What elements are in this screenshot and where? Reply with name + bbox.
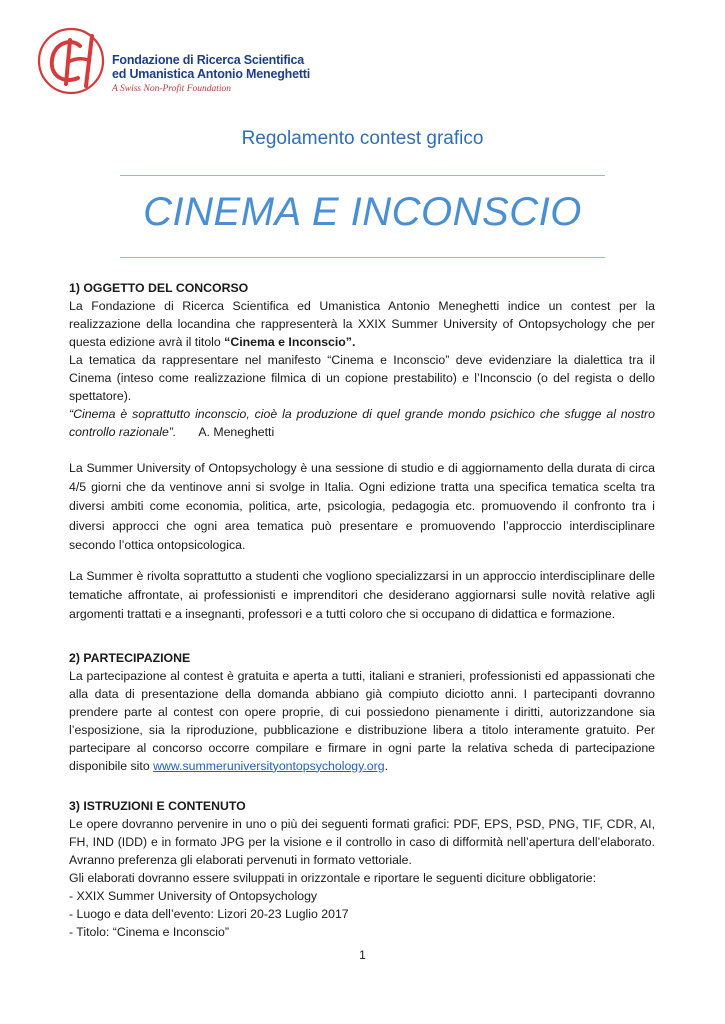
document-subtitle: Regolamento contest grafico <box>241 128 484 149</box>
section-1-paragraph-1-text: La Fondazione di Ricerca Scientifica ed Umanistica Antonio Meneghetti indice un contest per la realizzazione della locandina che rappresenterà la XXIX Summer University of Ontopsychology che per questa edizione avrà il titolo <box>69 299 655 349</box>
contest-title-bold: “Cinema e Inconscio”. <box>224 335 356 349</box>
foundation-tagline: A Swiss Non-Profit Foundation <box>112 83 232 94</box>
section-3-heading: 3) ISTRUZIONI E CONTENUTO <box>69 798 246 813</box>
document-title: CINEMA E INCONSCIO <box>143 190 582 234</box>
foundation-name <box>112 54 310 94</box>
section-1-paragraph-3: La Summer University of Ontopsychology è una sessione di studio e di aggiornamento della durata di circa 4/5 giorni che da ventinove anni si svolge in Italia. Ogni edizione tratta una specifica tematica scelta tra diversi ambiti come economia, politica, arte, psicologia, pedagogia etc. promuovendo il confronto tra i diversi approcci che ogni area tematica può presentare e promuovendo l’approccio interdisciplinare secondo l’ottica ontopsicologica. <box>69 461 655 552</box>
section-1-paragraph-4: La Summer è rivolta soprattutto a studenti che vogliono specializzarsi in un approccio interdisciplinare delle tematiche affrontate, ai professionisti e imprenditori che desiderano aggiornarsi sulle novità relative agli argomenti trattati e a insegnanti, professori e a tutti coloro che si occupano di didattica e formazione. <box>69 569 655 622</box>
section-3-paragraph-1: Le opere dovranno pervenire in uno o più dei seguenti formati grafici: PDF, EPS, PSD, PNG, TIF, CDR, AI, FH, IND (IDD) e in formato JPG per la visione e il controllo in caso di difformità nell’apertura dell’elaborato. Avranno preferenza gli elaborati pervenuti in formato vettoriale. <box>69 816 655 867</box>
list-item: - XXIX Summer University of Ontopsychology <box>69 888 318 903</box>
ch-monogram-logo-icon <box>36 26 106 96</box>
quote-author: A. Meneghetti <box>198 425 275 439</box>
section-1-paragraph-2: La tematica da rappresentare nel manifesto “Cinema e Inconscio” deve evidenziare la dialettica tra il Cinema (inteso come realizzazione filmica di un copione prestabilito) e l’Inconscio (o del regista o dello spettatore). <box>69 353 655 403</box>
foundation-name-line-1: Fondazione di Ricerca Scientifica <box>112 53 305 67</box>
section-2-link-period: . <box>384 758 388 773</box>
meneghetti-quote <box>69 405 655 441</box>
section-1-paragraph-1 <box>69 297 655 351</box>
page-number: 1 <box>359 948 366 962</box>
list-item: - Luogo e data dell’evento: Lizori 20-23 Luglio 2017 <box>69 906 349 921</box>
foundation-name-line-2: ed Umanistica Antonio Meneghetti <box>112 66 311 81</box>
quote-text: “Cinema è soprattutto inconscio, cioè la produzione di quel grande mondo psichico che sfugge al nostro controllo razionale”. <box>69 407 655 439</box>
divider-bottom <box>120 257 605 258</box>
summer-university-link[interactable]: www.summeruniversityontopsychology.org <box>153 758 385 773</box>
section-2-paragraph-1-text: La partecipazione al contest è gratuita e aperta a tutti, italiani e stranieri, professionisti ed appassionati che alla data di presentazione della domanda abbiano già compiuto diciotto anni. I partecipanti dovranno prendere parte al contest con opere proprie, di cui possiedono pienamente i diritti, autorizzandone sia l’esposizione, sia la riproduzione, pubblicazione e distribuzione libera a titolo interamente gratuito. Per partecipare al concorso occorre compilare e firmare in ogni parte la relativa scheda di partecipazione disponibile sito <box>69 668 655 773</box>
section-2-heading: 2) PARTECIPAZIONE <box>69 650 191 665</box>
section-1-heading: 1) OGGETTO DEL CONCORSO <box>69 281 249 295</box>
section-2-paragraph-1 <box>69 667 655 775</box>
list-item: - Titolo: “Cinema e Inconscio” <box>69 924 229 939</box>
divider-top <box>120 175 605 176</box>
section-3-paragraph-2: Gli elaborati dovranno essere sviluppati in orizzontale e riportare le seguenti diciture obbligatorie: <box>69 870 597 885</box>
document-body <box>69 279 655 941</box>
